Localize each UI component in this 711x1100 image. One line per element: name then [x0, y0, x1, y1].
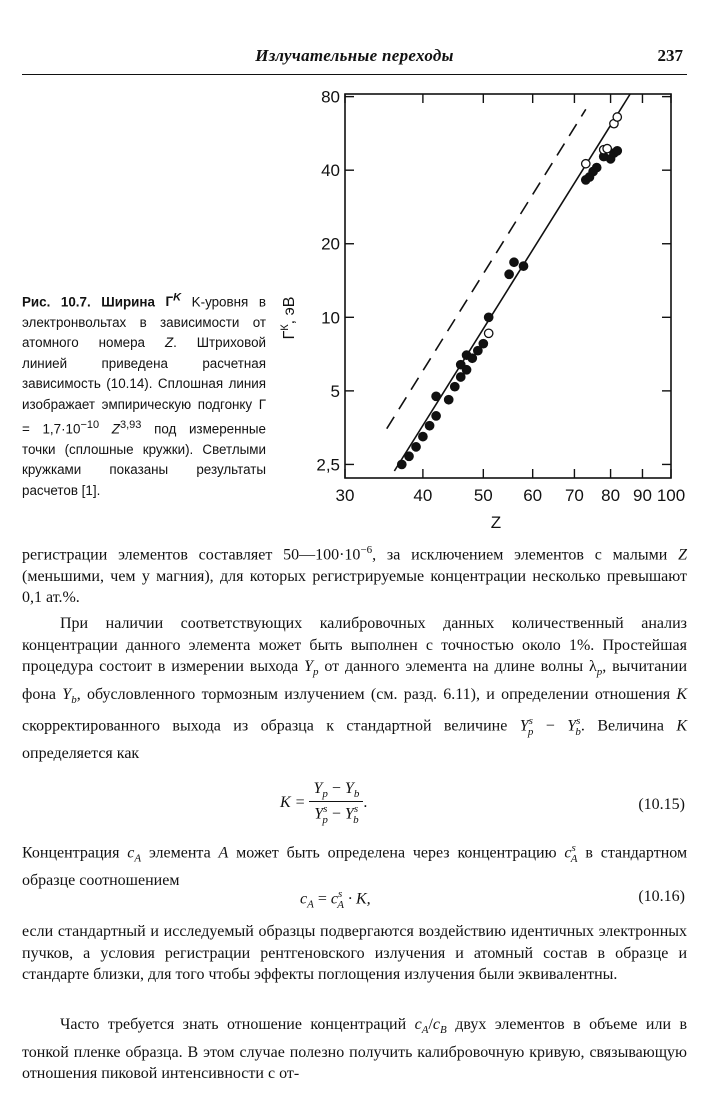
eq1-den-sub2: b: [353, 813, 359, 826]
x-tick-label: 70: [564, 486, 584, 505]
eq1-den-minus: −: [331, 805, 341, 823]
eq1-numerator: [309, 780, 363, 802]
gamma-vs-z-chart: [270, 86, 690, 536]
x-axis-label: Z: [490, 513, 502, 532]
y-tick-label: 80: [321, 87, 340, 107]
calculated-point: [582, 160, 590, 168]
p2-yb: Y: [62, 685, 72, 703]
p5-text-b: двух элементов в объеме или в тонкой пленке образца. В этом случае полезно получить калибровочную кривую, связывающую отношения пиковой интенсивности с от-: [22, 1016, 688, 1083]
caption-text-main: K-уровня в электронвольтах в зависимости от атомного номера: [22, 294, 266, 351]
p3-a: A: [218, 844, 229, 862]
eq1-den-y2: Y: [344, 805, 354, 823]
p3-cs-sub: A: [570, 852, 578, 865]
measured-point: [445, 396, 453, 404]
p5-cb: c: [432, 1016, 441, 1033]
p2-ysp-sub: p: [527, 725, 534, 738]
p3-c: c: [127, 844, 135, 862]
x-tick-label: 60: [523, 486, 543, 505]
measured-point: [505, 270, 513, 278]
x-tick-label: 40: [413, 486, 433, 505]
p5-slash: /: [428, 1016, 433, 1033]
paragraph-4: [22, 921, 687, 986]
equation-10-16: [22, 885, 687, 915]
p3-text-b: элемента: [148, 844, 211, 862]
p5-ca-sub: A: [421, 1024, 429, 1037]
caption-symbol: Г: [165, 294, 174, 310]
measured-point: [419, 432, 427, 440]
page-number: 237: [657, 46, 683, 65]
equation-10-15: [22, 780, 687, 836]
measured-point: [468, 354, 476, 362]
measured-point: [451, 383, 459, 391]
x-tick-label: 50: [473, 486, 493, 505]
y-tick-label: 10: [321, 308, 340, 328]
paragraph-5: [22, 1014, 687, 1085]
p2-ysp-sup: s: [528, 715, 533, 728]
p2-k2: K: [676, 717, 687, 735]
p2-text-a: При наличии соответствующих калибровочных данных количественный анализ концентрации данного элемента может быть выполнен с точностью около 1%. Простейшая процедура состоит в измерении выхода: [22, 615, 687, 675]
p3-text-d: может быть определена через концентрацию: [236, 844, 557, 862]
p2-minus: −: [545, 717, 555, 735]
calculated-point: [613, 113, 621, 121]
eq2-equals: =: [313, 890, 331, 908]
eq2-tail: · K,: [348, 890, 371, 908]
running-header: [22, 40, 687, 75]
measured-point: [613, 147, 621, 155]
p1-text-b: , за исключением элементов с малыми: [372, 546, 668, 564]
caption-fit-exp: −10: [80, 418, 100, 431]
paragraph-3: [22, 838, 687, 892]
p3-cs-sup: s: [571, 842, 576, 854]
p1-text-c: (меньшими, чем у магния), для которых регистрируемые концентрации несколько превышают 0,1 ат.%.: [22, 567, 687, 607]
p4-text: если стандартный и исследуемый образцы подвергаются воздействию идентичных электронных пучков, а условия регистрации рентгеновского излучения и атомный состав в образце и стандарте близки, для того чтобы эффекты поглощения излучения были эквивалентны.: [22, 923, 687, 983]
x-tick-label: 100: [656, 486, 686, 505]
calculated-dashed-line: [387, 109, 586, 428]
p2-yp: Y: [304, 658, 314, 675]
x-tick-label: 30: [335, 486, 355, 505]
measured-point: [510, 258, 518, 266]
p2-yb-sub: b: [71, 693, 77, 706]
x-tick-label: 80: [601, 486, 621, 505]
measured-point: [462, 366, 470, 374]
p2-yp-sub: p: [313, 666, 319, 679]
eq1-num-sub2: b: [353, 788, 360, 801]
p3-text-a: Концентрация: [22, 844, 120, 862]
p2-lp-sub: p: [596, 666, 603, 679]
measured-point: [519, 262, 527, 270]
eq1-den-sup2: s: [353, 803, 359, 816]
calculated-point: [603, 144, 611, 152]
eq1-tail: .: [363, 793, 368, 811]
empirical-fit-line: [394, 94, 630, 471]
eq1-number: (10.15): [638, 796, 685, 813]
p2-text-d: , обусловленного тормозным излучением (см. разд. 6.11), и определении отношения: [76, 685, 671, 703]
p1-text-a: регистрации элементов составляет 50—100·10: [22, 546, 361, 564]
y-axis-label: $Г^К$, эВ: [279, 296, 298, 340]
paragraph-2: [22, 613, 687, 765]
p3-c-sub: A: [134, 852, 142, 865]
x-tick-label: 90: [633, 486, 652, 505]
p1-z: Z: [678, 546, 687, 564]
p2-text-e: скорректированного выхода из образца к стандартной величине: [22, 717, 508, 735]
p2-ysb: Y: [567, 717, 577, 735]
eq2-c: c: [300, 890, 308, 908]
caption-z-var: Z: [164, 335, 174, 351]
p2-ysp: Y: [519, 717, 529, 735]
eq1-num-minus: −: [331, 780, 341, 797]
eq2-number: (10.16): [638, 888, 685, 905]
p1-exp: −6: [360, 544, 373, 556]
y-tick-label: 40: [321, 161, 340, 181]
measured-point: [432, 412, 440, 420]
eq1-fraction: [309, 780, 363, 826]
caption-fit-formula: Г = 1,7·10: [22, 396, 266, 437]
eq1-den-sup1: s: [323, 803, 328, 816]
p2-text-f: . Величина: [580, 717, 664, 735]
measured-point: [484, 313, 492, 321]
measured-point: [479, 339, 487, 347]
p2-k: K: [676, 685, 687, 703]
p2-text-b: от данного элемента на длине волны λ: [324, 658, 597, 675]
caption-symbol-sup: K: [173, 292, 182, 304]
caption-text-end: под измеренные точки (сплошные кружки). Светлыми кружками показаны результаты расчетов [1].: [22, 421, 266, 498]
running-title: Излучательные переходы: [255, 46, 454, 65]
p5-text-a: Часто требуется знать отношение концентраций: [60, 1016, 407, 1033]
caption-label: Рис. 10.7.: [22, 294, 91, 310]
eq2-cs-sub: A: [337, 898, 344, 911]
p3-text-e: в стандартном образце соотношением: [22, 844, 688, 890]
p3-cs: c: [564, 844, 572, 862]
p2-text-g: определяется как: [22, 745, 140, 763]
eq1-num-sub1: p: [322, 788, 328, 801]
eq1-num-y: Y: [313, 780, 323, 797]
measured-point: [457, 373, 465, 381]
figure-caption: [22, 288, 266, 501]
eq1-den-y: Y: [314, 805, 324, 823]
measured-point: [425, 422, 433, 430]
p2-ysb-sup: s: [576, 715, 581, 728]
measured-point: [405, 452, 413, 460]
eq1-denominator: [309, 802, 363, 826]
caption-text-rest: . Штриховой линией приведена расчетная зависимость (10.14). Сплошная линия изображает эмпирическую подгонку: [22, 335, 266, 412]
measured-point: [432, 392, 440, 400]
eq1-lhs: K =: [280, 793, 306, 811]
y-tick-label: 5: [330, 381, 340, 401]
eq1-den-sub1: p: [322, 813, 328, 826]
p5-ca: c: [414, 1016, 422, 1033]
p2-ysb-sub: b: [575, 725, 581, 738]
eq2-cs: c: [330, 890, 338, 908]
plot-frame: [345, 94, 671, 478]
p2-text-c: , вычитании фона: [22, 658, 688, 703]
eq2-c-sub: A: [307, 898, 314, 911]
measured-point: [592, 163, 600, 171]
eq2-cs-sup: s: [337, 888, 343, 900]
caption-fit-z-exp: 3,93: [119, 418, 142, 431]
caption-fit-z: Z: [111, 421, 120, 437]
caption-text-before-symbol: Ширина: [101, 294, 155, 310]
calculated-point: [484, 329, 492, 337]
y-tick-label: 20: [321, 234, 340, 254]
paragraph-1: [22, 540, 687, 609]
eq1-num-y2: Y: [344, 780, 354, 797]
measured-point: [398, 460, 406, 468]
y-tick-label: 2,5: [316, 455, 340, 475]
p5-cb-sub: B: [440, 1024, 447, 1037]
measured-point: [412, 443, 420, 451]
